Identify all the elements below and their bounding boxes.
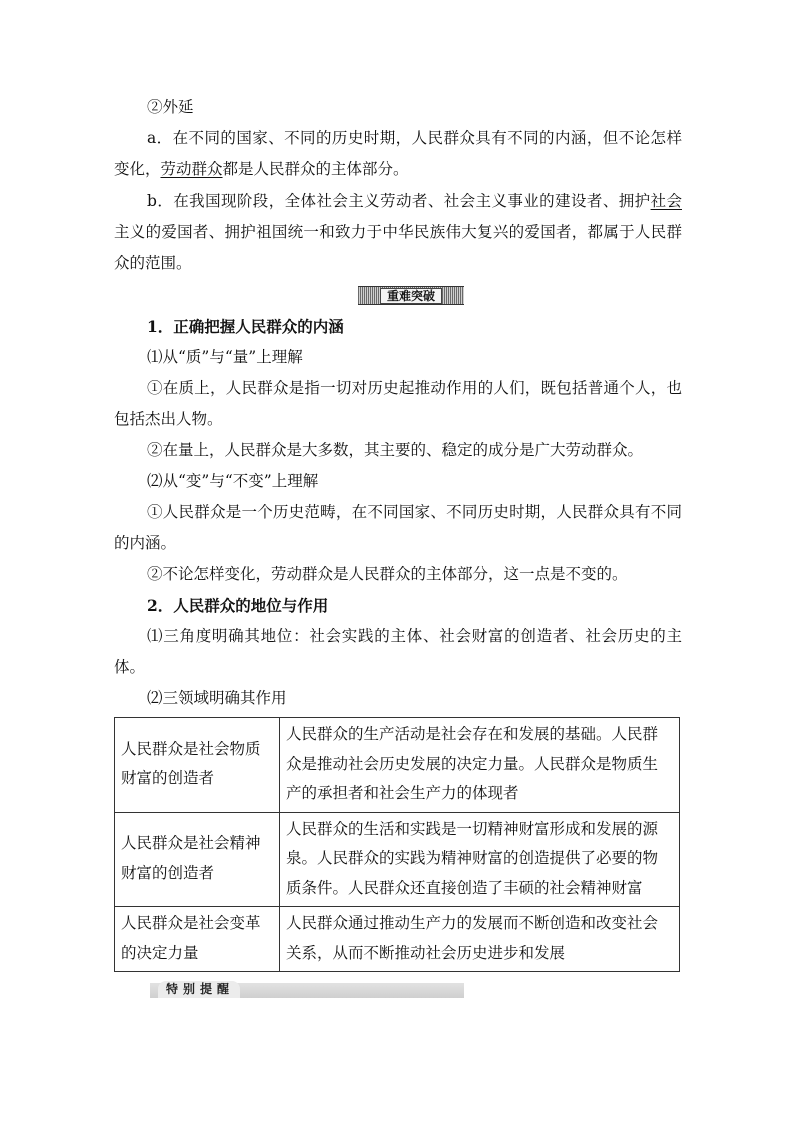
- extension-item-a: [114, 123, 682, 185]
- section-banner: [358, 286, 464, 305]
- point1-sub1-item1: ①在质上，人民群众是指一切对历史起推动作用的人们，既包括普通个人，也包括杰出人物。: [114, 379, 682, 428]
- extension-item-b: [114, 186, 682, 279]
- extension-item-a-text-2: 都是人民群众的主体部分。: [222, 160, 409, 178]
- extension-item-b-text-2: 主义的爱国者、拥护祖国统一和致力于中华民族伟大复兴的爱国者，都属于人民群众的范围。: [114, 223, 682, 272]
- extension-item-a-underlined: 劳动群众: [160, 160, 223, 178]
- table-cell-role: 人民群众是社会变革的决定力量: [115, 907, 280, 972]
- point1-title: 1．正确把握人民群众的内涵: [147, 317, 344, 336]
- point2-title: 2．人民群众的地位与作用: [147, 596, 329, 615]
- point1-sub2: ⑵从“变”与“不变”上理解: [147, 472, 319, 490]
- table-cell-description: 人民群众的生产活动是社会存在和发展的基础。人民群众是推动社会历史发展的决定力量。人民群众是物质生产的承担者和社会生产力的体现者: [280, 718, 680, 813]
- extension-item-a-text-1: a．在不同的国家、不同的历史时期，人民群众具有不同的内涵，但不论怎样变化，: [114, 129, 682, 178]
- roles-table: [114, 717, 680, 972]
- point2-sub1: ⑴三角度明确其地位：社会实践的主体、社会财富的创造者、社会历史的主体。: [114, 627, 682, 676]
- point1-sub2-item1: ①人民群众是一个历史范畴，在不同国家、不同历史时期，人民群众具有不同的内涵。: [114, 503, 682, 552]
- section-banner-label: 重难突破: [380, 288, 442, 304]
- table-row: [115, 907, 680, 972]
- tip-banner: [150, 983, 464, 998]
- point2-sub2: ⑵三领域明确其作用: [147, 689, 287, 707]
- table-cell-description: 人民群众通过推动生产力的发展而不断创造和改变社会关系，从而不断推动社会历史进步和发展: [280, 907, 680, 972]
- point1-sub2-item2: ②不论怎样变化，劳动群众是人民群众的主体部分，这一点是不变的。: [147, 565, 628, 583]
- table-cell-role: 人民群众是社会精神财富的创造者: [115, 812, 280, 907]
- table-cell-description: 人民群众的生活和实践是一切精神财富形成和发展的源泉。人民群众的实践为精神财富的创造提供了必要的物质条件。人民群众还直接创造了丰硕的社会精神财富: [280, 812, 680, 907]
- table-row: [115, 718, 680, 813]
- table-cell-role: 人民群众是社会物质财富的创造者: [115, 718, 280, 813]
- tip-banner-label: 特别提醒: [158, 981, 240, 998]
- extension-item-b-underlined: 社会: [650, 192, 682, 210]
- extension-item-b-text-1: b．在我国现阶段，全体社会主义劳动者、社会主义事业的建设者、拥护: [147, 192, 651, 210]
- table-row: [115, 812, 680, 907]
- extension-heading: ②外延: [147, 98, 194, 116]
- point1-sub1-item2: ②在量上，人民群众是大多数，其主要的、稳定的成分是广大劳动群众。: [147, 441, 644, 459]
- point1-sub1: ⑴从“质”与“量”上理解: [147, 348, 303, 366]
